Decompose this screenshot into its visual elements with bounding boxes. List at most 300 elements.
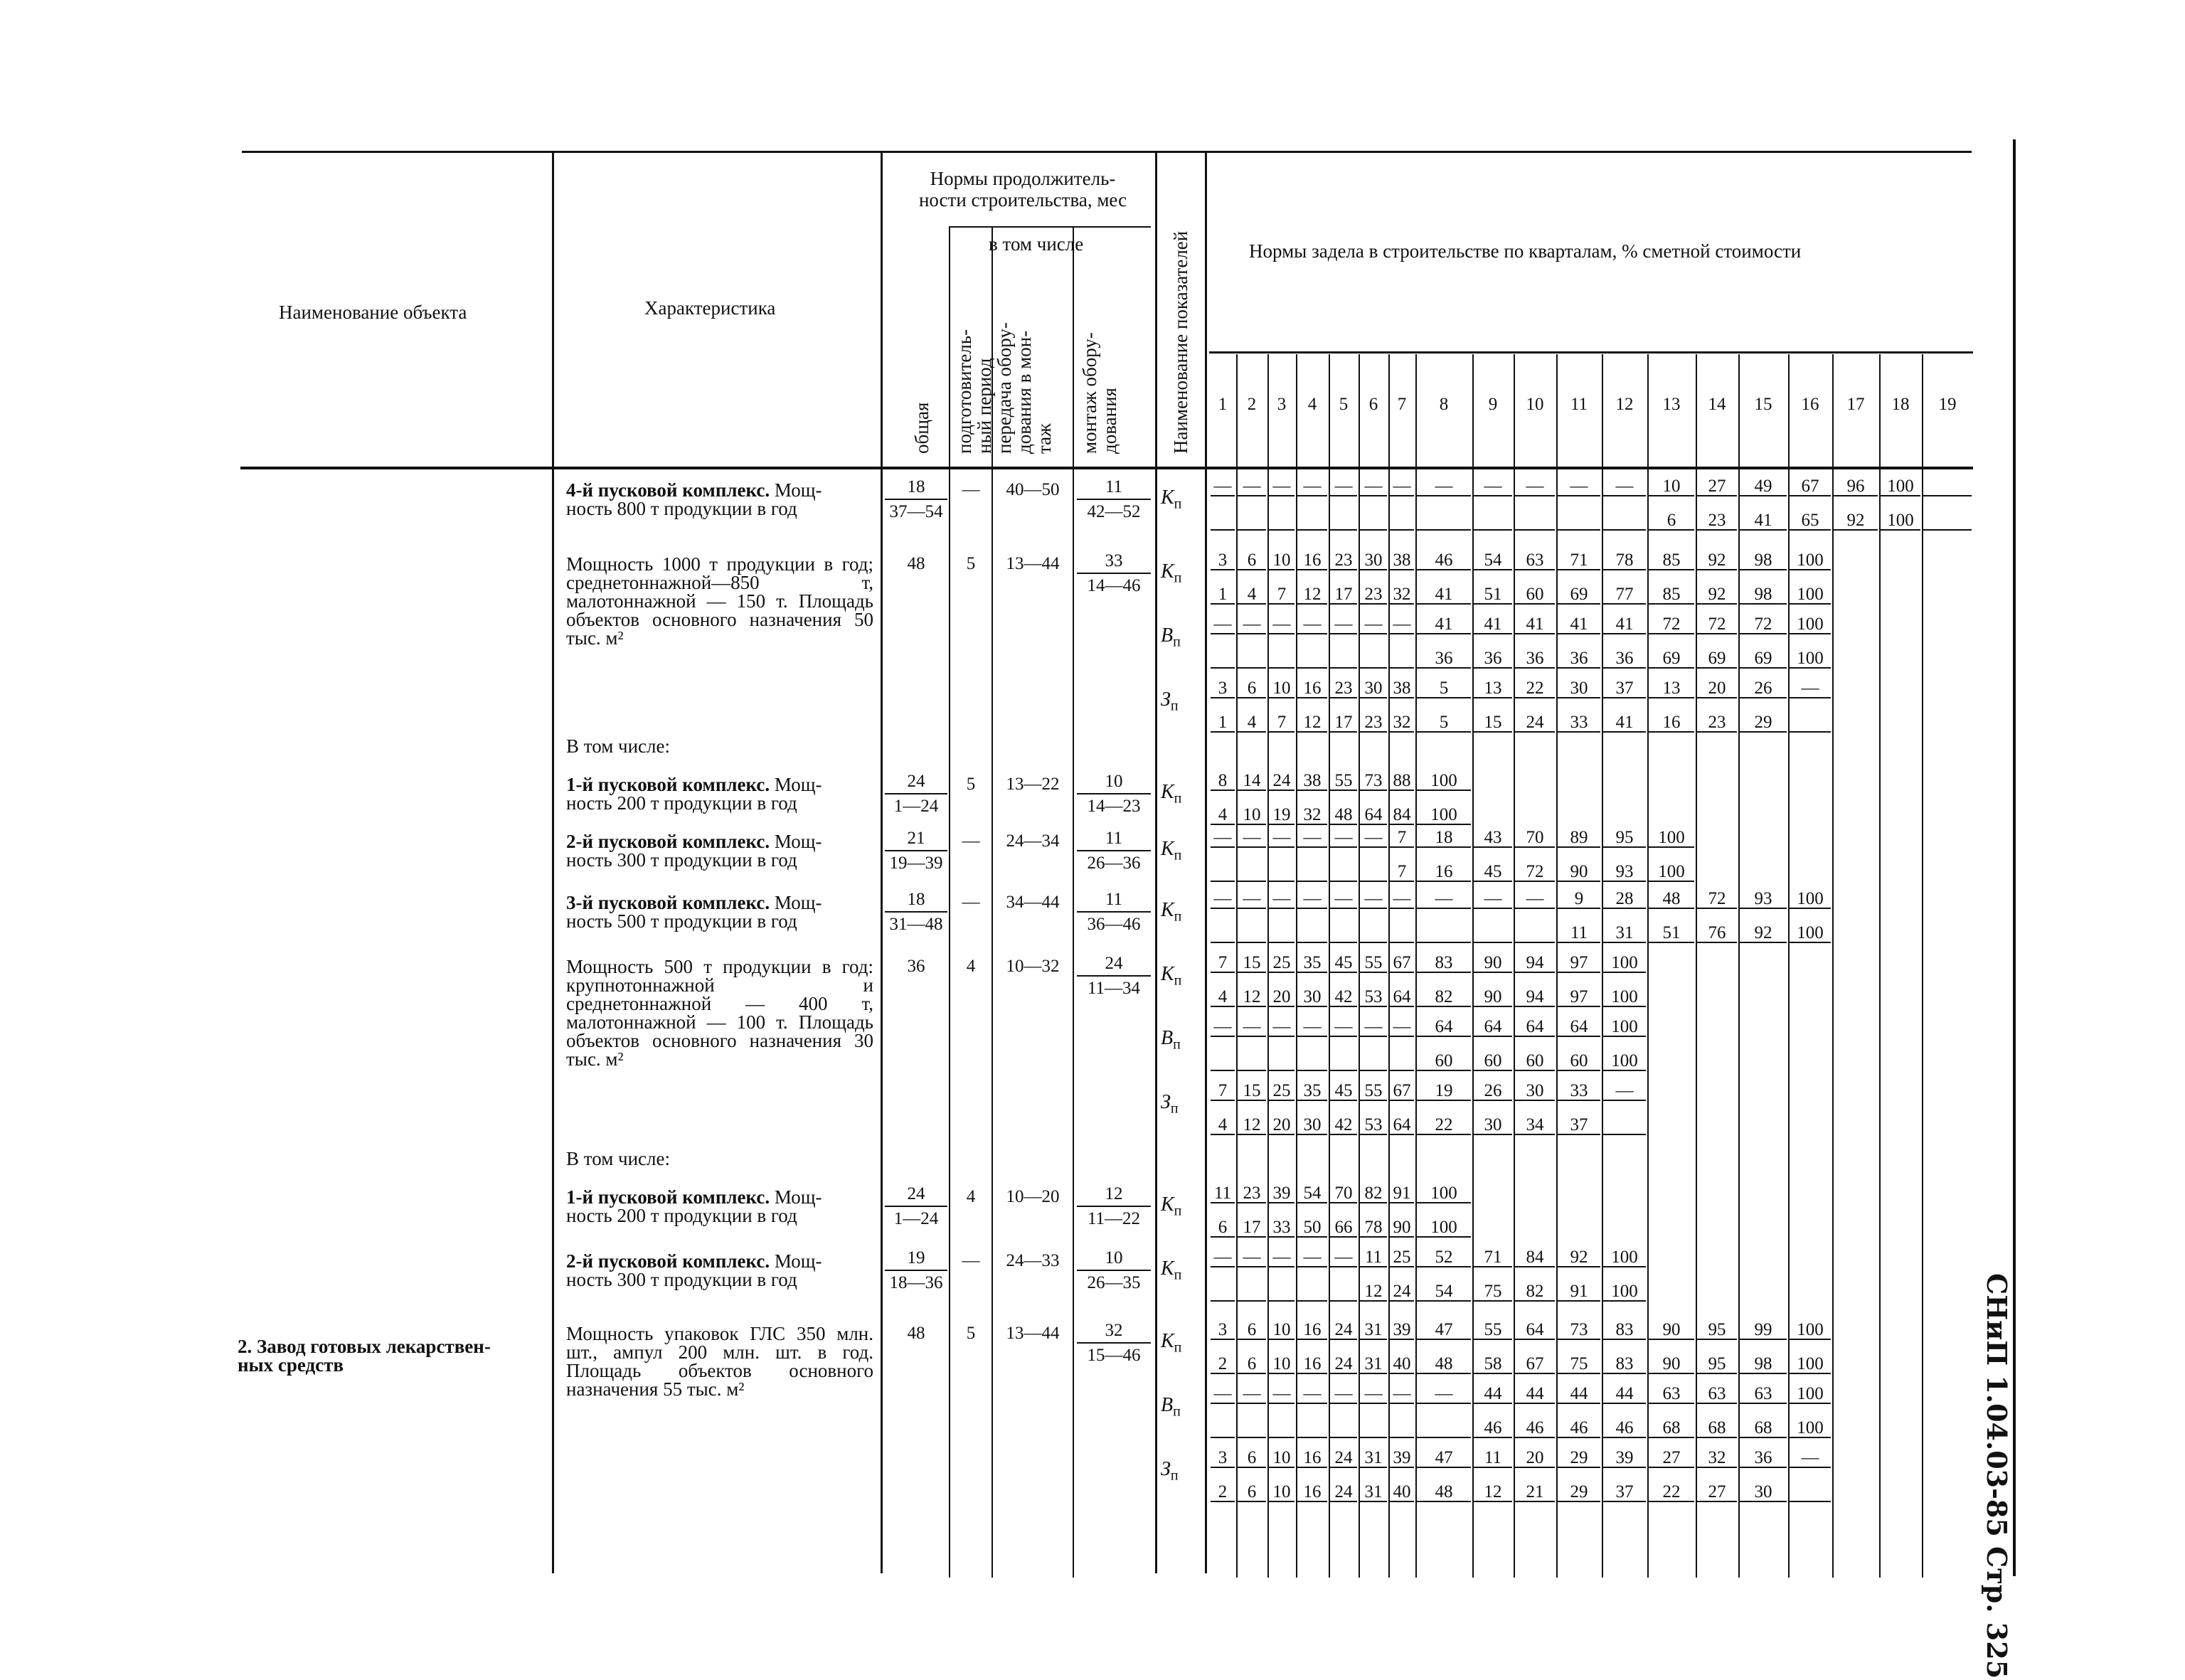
reserve-value [1697,1322,1737,1374]
reserve-top: 3 [1211,1450,1235,1468]
reserve-value [1238,1450,1266,1502]
reserve-bottom [1297,1283,1327,1302]
duration-handover: 34—44 [1006,893,1060,912]
reserve-bottom: 21 [1515,1484,1555,1502]
reserve-bottom: 98 [1740,1356,1787,1374]
reserve-value [1474,552,1512,605]
duration-mounting [1077,552,1151,595]
duration-mounting [1077,955,1151,998]
reserve-value [1417,1185,1471,1238]
reserve-bottom: 64 [1390,989,1414,1007]
reserve-bottom: 72 [1515,863,1555,882]
reserve-bottom [1330,512,1357,531]
reserve-bottom: 93 [1603,863,1646,882]
reserve-value [1697,1386,1737,1438]
characteristic-segment: Мощ- [770,892,822,913]
duration-handover: 10—32 [1006,957,1060,976]
reserve-bottom: 48 [1417,1356,1471,1374]
reserve-bottom [1603,1117,1646,1135]
reserve-value [1390,1083,1414,1135]
reserve-bottom: 42 [1330,1117,1357,1135]
duration-value: 18—36 [889,1273,943,1292]
reserve-bottom: 67 [1515,1356,1555,1374]
reserve-value [1238,1386,1266,1438]
characteristic-segment: Мощ- [770,831,822,852]
reserve-bottom [1360,863,1387,882]
reserve-value [1740,1386,1787,1438]
reserve-top: 100 [1649,829,1694,848]
reserve-bottom [1238,863,1266,882]
reserve-top: 100 [1790,616,1831,634]
reserve-value [1238,478,1266,531]
reserve-bottom: 68 [1649,1420,1694,1438]
reserve-top: 67 [1390,955,1414,973]
quarter-number: 1 [1218,395,1228,414]
reserve-top: 64 [1515,1322,1555,1340]
quarter-number: 9 [1488,395,1498,414]
reserve-top: 6 [1238,1322,1266,1340]
indicator-label: $В_п$ [1161,1394,1181,1420]
reserve-top: 100 [1790,1322,1831,1340]
reserve-bottom: 31 [1360,1484,1387,1502]
reserve-bottom [1269,1420,1294,1438]
reserve-value [1390,1322,1414,1374]
reserve-bottom: 69 [1740,650,1787,669]
reserve-bottom: 42 [1330,989,1357,1007]
reserve-value [1558,829,1600,882]
reserve-value [1390,772,1414,825]
characteristic-text [566,1188,873,1225]
reserve-value [1360,680,1387,733]
reserve-bottom: 85 [1649,586,1694,605]
duration-value: 24 [885,1185,947,1207]
reserve-value [1697,890,1737,943]
reserve-top: 10 [1269,680,1294,698]
reserve-value [1515,552,1555,605]
reserve-value [1740,680,1787,733]
reserve-top: — [1297,1386,1327,1404]
reserve-top: — [1297,1249,1327,1267]
reserve-value [1360,1386,1387,1438]
reserve-top: — [1360,1386,1387,1404]
duration-mounting [1077,890,1151,934]
reserve-bottom: 30 [1474,1117,1512,1135]
reserve-value [1330,478,1357,531]
reserve-value [1697,616,1737,669]
duration-handover: 24—34 [1006,831,1060,851]
characteristic-segment: ность 800 т продукции в год [566,498,797,519]
reserve-value [1558,955,1600,1007]
reserve-top: 11 [1474,1450,1512,1468]
reserve-bottom [1515,925,1555,943]
header-including: в том числе [989,233,1084,255]
reserve-top: 30 [1558,680,1600,698]
reserve-value [1649,552,1694,605]
duration-value: 24 [1077,955,1151,977]
reserve-top: — [1269,890,1294,909]
quarter-column-rule [1879,354,1881,1578]
reserve-top: — [1360,829,1387,848]
duration-mounting [1077,772,1151,816]
reserve-top: 91 [1390,1185,1414,1203]
quarter-column-rule [1832,354,1834,1578]
reserve-top: 78 [1603,552,1646,570]
reserve-value [1297,1450,1327,1502]
reserve-top: 100 [1603,955,1646,973]
reserve-top: 99 [1740,1322,1787,1340]
duration-handover: 13—22 [1006,775,1060,794]
reserve-value [1269,955,1294,1007]
reserve-bottom: 10 [1269,1484,1294,1502]
including-rule [950,226,1151,228]
reserve-bottom: 53 [1360,1117,1387,1135]
reserve-top: — [1360,890,1387,909]
quarter-number: 11 [1570,395,1588,414]
reserve-top: 30 [1360,552,1387,570]
reserve-value [1269,552,1294,605]
reserve-value [1238,1019,1266,1071]
reserve-bottom [1417,1420,1471,1438]
reserve-value [1330,1019,1357,1071]
reserve-top: 7 [1211,955,1235,973]
reserve-top: 16 [1297,1322,1327,1340]
reserve-top: 97 [1558,955,1600,973]
reserve-value [1558,1450,1600,1502]
reserve-bottom: 91 [1558,1283,1600,1302]
reserve-value [1474,829,1512,882]
reserve-top: 27 [1697,478,1737,496]
reserve-value [1558,680,1600,733]
reserve-value [1269,1249,1294,1302]
reserve-top: — [1417,1386,1471,1404]
reserve-value [1697,680,1737,733]
reserve-value [1417,552,1471,605]
duration-total [885,829,947,873]
reserve-top: — [1330,1019,1357,1037]
quarter-number: 19 [1938,395,1957,414]
reserve-bottom: 30 [1740,1484,1787,1502]
reserve-value [1603,478,1646,531]
reserve-top: 100 [1790,890,1831,909]
duration-value: 11 [1077,829,1151,851]
reserve-bottom: 24 [1515,714,1555,733]
reserve-top: 39 [1269,1185,1294,1203]
reserve-bottom: 4 [1238,586,1266,605]
indicator-label: $К_п$ [1161,1330,1182,1356]
reserve-bottom [1515,512,1555,531]
reserve-top: 96 [1834,478,1878,496]
reserve-bottom: 11 [1558,925,1600,943]
reserve-value [1790,680,1831,733]
reserve-top: 26 [1474,1083,1512,1101]
reserve-top: — [1390,890,1414,909]
reserve-bottom: 41 [1740,512,1787,531]
reserve-top: 16 [1297,1450,1327,1468]
reserve-value [1390,1450,1414,1502]
reserve-value [1390,890,1414,943]
reserve-top: — [1269,478,1294,496]
reserve-top: 31 [1360,1322,1387,1340]
reserve-value [1269,772,1294,825]
reserve-top: 32 [1697,1450,1737,1468]
reserve-bottom: 100 [1790,650,1831,669]
quarter-number: 17 [1846,395,1865,414]
duration-prep: 5 [966,1324,976,1343]
reserve-top: 41 [1603,616,1646,634]
reserve-top: 30 [1515,1083,1555,1101]
reserve-top: 70 [1515,829,1555,848]
reserve-value [1238,1083,1266,1135]
reserve-bottom: 17 [1330,586,1357,605]
reserve-bottom: 94 [1515,989,1555,1007]
reserve-top: 35 [1297,955,1327,973]
duration-value: 18 [885,890,947,913]
reserve-bottom: 10 [1269,1356,1294,1374]
reserve-top: — [1269,1386,1294,1404]
reserve-top: 49 [1740,478,1787,496]
reserve-value [1697,552,1737,605]
reserve-top: 54 [1474,552,1512,570]
quarter-number: 12 [1615,395,1634,414]
reserve-bottom: 16 [1297,1356,1327,1374]
reserve-bottom [1297,1420,1327,1438]
reserve-bottom [1211,1053,1235,1071]
reserve-top: 14 [1238,772,1266,791]
reserve-top: 63 [1515,552,1555,570]
reserve-top: — [1790,1450,1831,1468]
reserve-top: 3 [1211,552,1235,570]
reserve-value [1515,680,1555,733]
reserve-value [1297,1386,1327,1438]
quarter-number: 13 [1662,395,1681,414]
reserve-top: — [1390,616,1414,634]
reserve-bottom: 24 [1330,1356,1357,1374]
reserve-bottom [1330,1420,1357,1438]
reserve-top: — [1211,1386,1235,1404]
reserve-top: 100 [1603,1019,1646,1037]
reserve-top: — [1297,616,1327,634]
reserve-bottom: 31 [1360,1356,1387,1374]
reserve-bottom [1211,925,1235,943]
reserve-top: 23 [1238,1185,1266,1203]
indicator-label: $З_п$ [1161,1091,1179,1117]
indicator-label: $К_п$ [1161,838,1182,863]
reserve-top: 44 [1515,1386,1555,1404]
reserve-top: 10 [1269,1450,1294,1468]
reserve-bottom [1269,925,1294,943]
subsection-heading: В том числе: [566,1148,670,1169]
column-rule [1073,226,1074,1578]
duration-value: 10 [1077,1249,1151,1271]
reserve-bottom: 29 [1740,714,1787,733]
reserve-value [1515,616,1555,669]
indicator-subscript: п [1174,496,1182,512]
header-handover: передача обору- дования в мон- таж [994,322,1055,454]
reserve-top: 30 [1360,680,1387,698]
reserve-bottom [1360,1053,1387,1071]
reserve-value [1360,478,1387,531]
reserve-top: 82 [1360,1185,1387,1203]
duration-value: 21 [885,829,947,851]
reserve-bottom: 19 [1269,807,1294,825]
reserve-value [1649,1322,1694,1374]
reserve-top: — [1297,1019,1327,1037]
reserve-bottom: 100 [1790,925,1831,943]
quarter-number: 4 [1307,395,1317,414]
duration-value: 15—46 [1087,1346,1141,1365]
reserve-bottom: 92 [1697,586,1737,605]
reserve-value [1211,680,1235,733]
reserve-value [1360,1450,1387,1502]
reserve-top: 39 [1390,1450,1414,1468]
duration-total [885,1249,947,1292]
reserve-top: 88 [1390,772,1414,791]
reserve-top: — [1330,1386,1357,1404]
reserve-value [1330,616,1357,669]
reserve-bottom [1790,1484,1831,1502]
quarter-number: 3 [1277,395,1287,414]
reserve-top: — [1390,478,1414,496]
reserve-top: 24 [1330,1322,1357,1340]
reserve-bottom: 24 [1330,1484,1357,1502]
reserve-bottom: 32 [1390,714,1414,733]
reserve-value [1417,1019,1471,1071]
reserve-bottom: 46 [1515,1420,1555,1438]
reserve-value [1603,890,1646,943]
reserve-value [1649,478,1694,531]
reserve-value [1269,1185,1294,1238]
reserve-bottom: 32 [1390,586,1414,605]
reserve-value [1881,478,1920,531]
reserve-value [1515,890,1555,943]
reserve-bottom: 82 [1417,989,1471,1007]
reserve-value [1360,1083,1387,1135]
indicator-subscript: п [1170,698,1179,714]
characteristic-segment: ность 500 т продукции в год [566,910,797,932]
reserve-bottom: 68 [1697,1420,1737,1438]
indicator-label: $К_п$ [1161,560,1182,586]
reserve-bottom: 16 [1297,1484,1327,1502]
indicator-label: $З_п$ [1161,689,1179,714]
reserve-value [1297,890,1327,943]
reserve-top: 20 [1697,680,1737,698]
reserve-top: 100 [1417,1185,1471,1203]
duration-value: 10 [1077,772,1151,794]
reserve-bottom: 16 [1649,714,1694,733]
reserve-value [1269,829,1294,882]
reserve-top: 95 [1603,829,1646,848]
reserve-top: — [1297,478,1327,496]
reserve-value [1297,955,1327,1007]
duration-value: 26—35 [1087,1273,1141,1292]
reserve-bottom: 27 [1697,1484,1737,1502]
duration-value: 19—39 [889,854,943,873]
column-rule [552,151,554,1573]
reserve-value [1740,1450,1787,1502]
characteristic-segment: Мощ- [770,479,822,501]
reserve-bottom: 100 [1790,586,1831,605]
reserve-value [1558,552,1600,605]
header-characteristic: Характеристика [644,297,776,319]
quarter-number: 8 [1439,395,1449,414]
reserve-bottom [1238,1420,1266,1438]
reserve-value [1474,890,1512,943]
reserve-bottom [1238,650,1266,669]
duration-value: 1—24 [893,1209,939,1228]
reserve-bottom: 60 [1558,1053,1600,1071]
reserve-value [1474,1019,1512,1071]
reserve-top: — [1269,1249,1294,1267]
reserve-top: 41 [1474,616,1512,634]
reserve-value [1211,1185,1235,1238]
reserve-bottom: 12 [1297,714,1327,733]
reserve-top: 43 [1474,829,1512,848]
reserve-value [1417,1386,1471,1438]
duration-value: 11 [1077,890,1151,913]
duration-value: 12 [1077,1185,1151,1207]
reserve-value [1603,680,1646,733]
reserve-top: 15 [1238,1083,1266,1101]
reserve-top: 72 [1740,616,1787,634]
reserve-top: 71 [1558,552,1600,570]
reserve-value [1790,890,1831,943]
indicator-subscript: п [1170,1467,1179,1484]
reserve-bottom: 23 [1360,586,1387,605]
reserve-top: — [1211,1249,1235,1267]
reserve-value [1417,772,1471,825]
header-reserve-norms: Нормы задела в строительстве по кварталам, % сметной стоимости [1249,240,1802,262]
reserve-bottom [1474,925,1512,943]
header-mounting: монтаж обору- дования [1079,332,1120,454]
reserve-bottom: 12 [1474,1484,1512,1502]
duration-handover: 13—44 [1006,1324,1060,1343]
header-duration-norms: Нормы продолжитель- ности строительства, мес [918,168,1127,211]
reserve-top: — [1417,890,1471,909]
reserve-bottom: 60 [1474,1053,1512,1071]
reserve-value [1211,1450,1235,1502]
duration-value: 33 [1077,552,1151,574]
duration-value: 18 [885,478,947,500]
reserve-value [1330,1083,1357,1135]
reserve-top: 39 [1603,1450,1646,1468]
reserve-bottom [1923,512,1972,531]
reserve-bottom: 41 [1417,586,1471,605]
reserve-bottom: 53 [1360,989,1387,1007]
reserve-value [1330,890,1357,943]
reserve-value [1360,890,1387,943]
duration-total: 48 [907,1324,925,1343]
characteristic-segment: Мощность 1000 т продукции в год; среднетоннажной—850 т, малотоннажной — 150 т. Площадь объектов основного назначения 50 тыс. м² [566,553,873,649]
reserve-bottom: 2 [1211,1356,1235,1374]
reserve-bottom: 75 [1474,1283,1512,1302]
reserve-bottom [1390,925,1414,943]
duration-prep: — [962,893,980,912]
reserve-bottom [1330,863,1357,882]
reserve-value [1360,552,1387,605]
reserve-value [1390,478,1414,531]
reserve-bottom: 51 [1474,586,1512,605]
characteristic-text [566,893,873,930]
column-rule [949,226,950,1578]
reserve-top: 52 [1417,1249,1471,1267]
indicator-label: $К_п$ [1161,487,1182,512]
reserve-value [1603,552,1646,605]
reserve-bottom: 29 [1558,1484,1600,1502]
reserve-top: 47 [1417,1322,1471,1340]
reserve-bottom: 30 [1297,1117,1327,1135]
reserve-bottom: 32 [1297,807,1327,825]
reserve-bottom: 22 [1649,1484,1694,1502]
